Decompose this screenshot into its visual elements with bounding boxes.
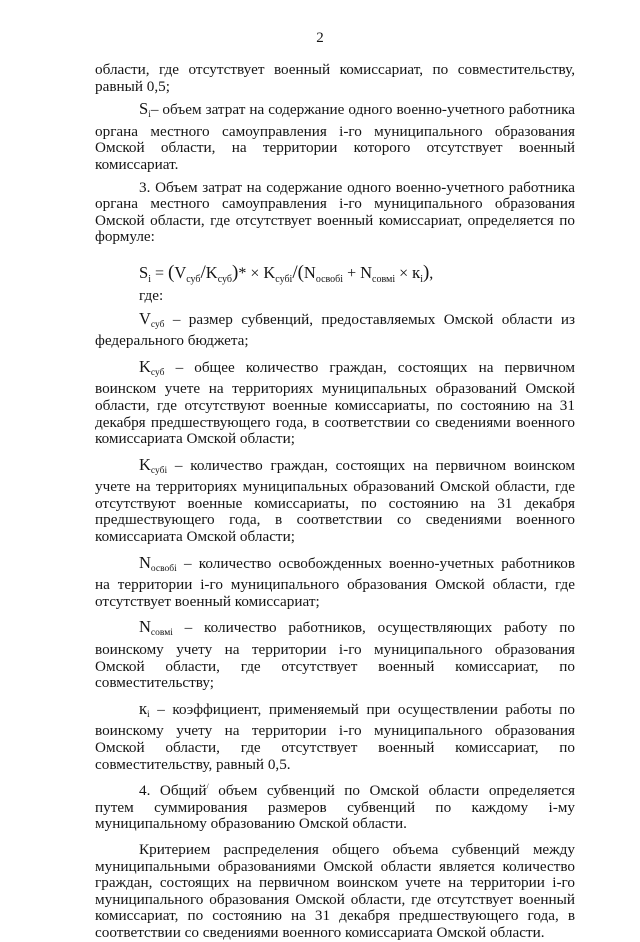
def-v-symbol: V: [139, 308, 151, 328]
formula-plus: +: [343, 264, 361, 282]
formula-slash-1: /: [200, 261, 206, 283]
def-ki-subscript: субi: [150, 465, 168, 476]
formula-k-sub: суб: [217, 273, 232, 285]
formula-k2: K: [263, 262, 276, 282]
def-kappa: [95, 698, 575, 773]
formula-comma: ,: [429, 264, 434, 282]
def-v-subscript: суб: [150, 319, 165, 330]
def-kappa-subscript: i: [147, 709, 150, 720]
formula-kappa: к: [412, 262, 421, 282]
formula-lhs-sub: i: [148, 273, 151, 285]
document-body: [95, 62, 575, 942]
formula-slash-2: /: [292, 261, 298, 283]
formula-close-paren-2: ): [422, 261, 430, 283]
def-k-sub: [95, 356, 575, 448]
handwritten-mark: /: [206, 782, 209, 792]
formula-star-times: * ×: [238, 264, 264, 282]
def-n-sovm: [95, 619, 575, 691]
paragraph-3: 3. Объем затрат на содержание одного военно-учетного работника органа местного самоуправления i-го муниципального образования Омской области, где отсутствует военный комиссариат, определяется по формуле:: [95, 178, 575, 246]
def-n-sovm-subscript: совмi: [150, 628, 173, 639]
def-k-subi: [95, 454, 575, 546]
def-n-osvob-text: – количество освобожденных военно-учетных работников на территории i-го муниципального образования Омской области, где отсутствует военный комиссариат;: [95, 554, 575, 610]
formula-v: V: [174, 262, 187, 282]
def-v-sub: [95, 308, 575, 350]
formula-times: ×: [395, 264, 413, 282]
formula-lhs: S: [139, 262, 149, 282]
def-kappa-text: – коэффициент, применяемый при осуществлении работы по воинскому учету на территории i-го муниципального образования Омской области, где отсутствует военный комиссариат, по совместительству, равный 0,5.: [95, 700, 575, 773]
paragraph-continuation: области, где отсутствует военный комиссариат, по совместительству, равный 0,5;: [95, 61, 575, 95]
def-n-osvob-symbol: N: [139, 552, 151, 572]
formula-n2-sub: совмi: [372, 273, 396, 285]
formula-k: K: [205, 262, 218, 282]
def-v-text: – размер субвенций, предоставляемых Омской области из федерального бюджета;: [95, 310, 575, 350]
where-label: где:: [139, 286, 164, 304]
def-n-sovm-text: – количество работников, осуществляющих работу по воинскому учету на территории i-го муниципального образования Омской области, где отсутствует военный комиссариат, по совместительству;: [95, 619, 575, 692]
paragraph-4-start: 4. Общий: [139, 782, 207, 800]
paragraph-4-rest: объем субвенций по Омской области определяется путем суммирования размеров субвенций по каждому i-му муниципальному образованию Омской области.: [95, 782, 575, 833]
formula-k2-sub: субi: [275, 273, 293, 285]
symbol-s-subscript: i: [148, 110, 151, 121]
formula-n2: N: [360, 262, 373, 282]
formula-n1: N: [303, 262, 316, 282]
formula-n1-sub: освобi: [315, 273, 344, 285]
formula-v-sub: суб: [186, 273, 201, 285]
page-number: 2: [316, 30, 324, 46]
def-ki-text: – количество граждан, состоящих на первичном воинском учете на территориях муниципальных образований Омской области, где отсутствуют военные комиссариаты, по состоянию на 31 декабря предшествующего года, в соответствии со сведениями военного комиссариата Омской области;: [95, 456, 575, 546]
def-k-subscript: суб: [150, 367, 165, 378]
paragraph-si-definition: [95, 101, 575, 173]
formula-kappa-sub: i: [420, 273, 423, 285]
def-ki-symbol: K: [139, 454, 151, 474]
def-n-sovm-symbol: N: [139, 617, 151, 637]
symbol-s: S: [139, 99, 149, 119]
paragraph-4: [95, 779, 575, 833]
formula-eq: =: [150, 264, 168, 282]
def-k-text: – общее количество граждан, состоящих на первичном воинском учете на территориях муниципальных образований Омской области, где отсутствуют военные комиссариаты, по состоянию на 31 декабря предшествующего года, в соответствии со сведениями военного комиссариата Омской области;: [95, 358, 575, 448]
formula-close-paren-1: ): [231, 261, 239, 283]
def-n-osvob-subscript: освобi: [150, 563, 177, 574]
formula-open-paren-1: (: [168, 261, 175, 283]
def-kappa-symbol: к: [139, 698, 148, 718]
formula: [139, 260, 575, 286]
def-n-osvob: [95, 552, 575, 611]
formula-open-paren-2: (: [297, 261, 304, 283]
paragraph-criterion: Критерием распределения общего объема субвенций между муниципальными образованиями Омской области является количество граждан, состоящих на первичном воинском учете на территории i-го муниципального образования Омской области, где отсутствует военный комиссариат, по состоянию на 31 декабря предшествующего года, в соответствии со сведениями военного комиссариата Омской области.: [95, 840, 575, 941]
si-definition-text: – объем затрат на содержание одного военно-учетного работника органа местного самоуправления i-го муниципального образования Омской области, на территории которого отсутствует военный комиссариат.: [95, 101, 575, 173]
def-k-symbol: K: [139, 356, 151, 376]
